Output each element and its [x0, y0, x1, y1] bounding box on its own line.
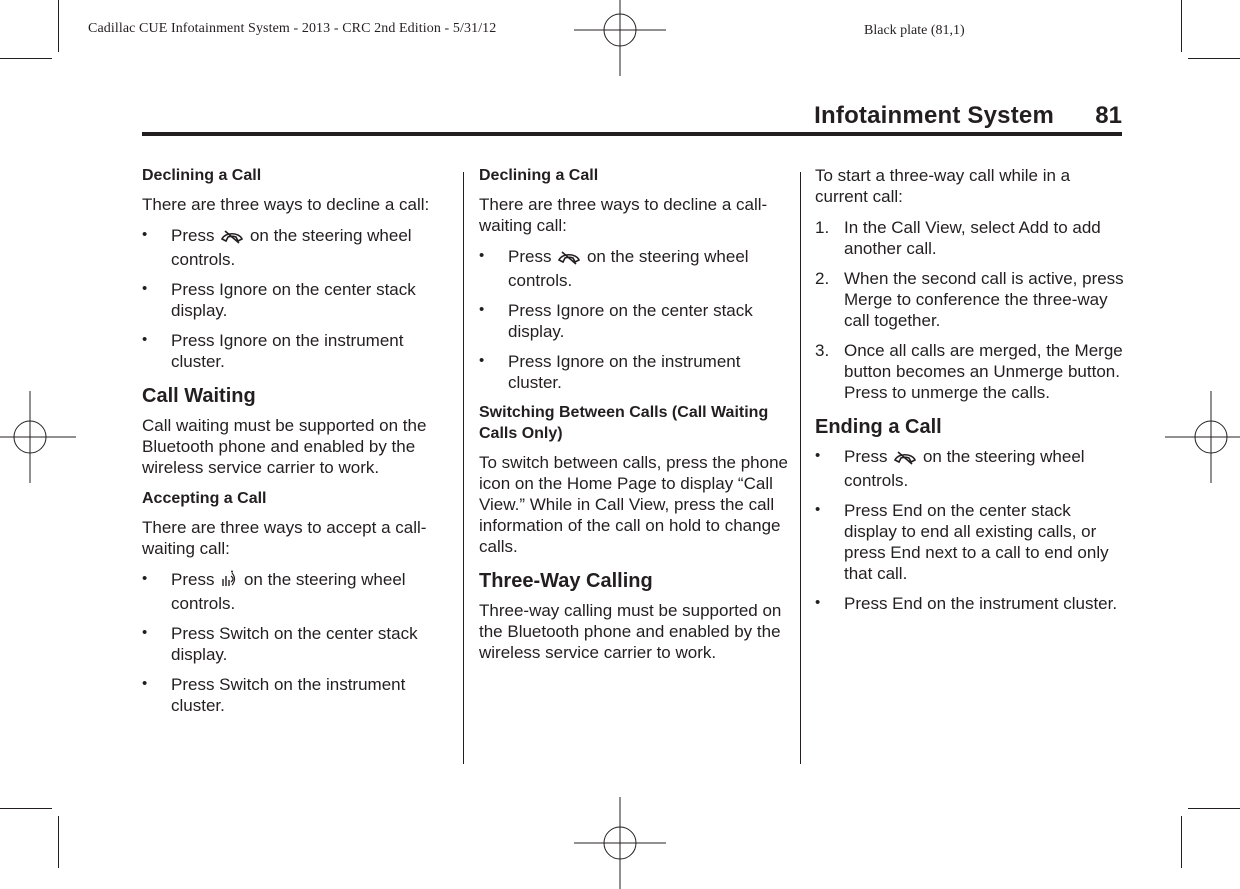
hang-up-phone-icon: [894, 449, 916, 470]
crop-mark: [0, 58, 52, 59]
declining-list: [142, 225, 452, 372]
crop-mark: [1181, 0, 1182, 52]
list-item: • Press on the steering wheel controls.: [479, 246, 789, 291]
list-item: • Press Ignore on the instrument cluster.: [142, 330, 452, 372]
switching-text: To switch between calls, press the phone icon on the Home Page to display “Call View.” While in Call View, press the call information of the call on hold to change calls.: [479, 453, 789, 556]
list-item: • Press on the steering wheel controls.: [815, 446, 1125, 491]
three-way-heading: Three-Way Calling: [479, 570, 653, 592]
ending-list: [815, 446, 1125, 614]
call-waiting-heading: Call Waiting: [142, 385, 256, 407]
list-item: • Press Ignore on the center stack display.: [142, 279, 452, 321]
list-item: • Press End on the instrument cluster.: [815, 593, 1125, 614]
page-number: 81: [1095, 102, 1122, 129]
hang-up-phone-icon: [558, 249, 580, 270]
steps-list: [815, 217, 1125, 403]
declining-heading: Declining a Call: [479, 167, 599, 184]
list-item: • Press End on the center stack display to end all existing calls, or press End next to a call to end only that call.: [815, 500, 1125, 584]
column-3: [815, 165, 1125, 623]
section-title: Infotainment System: [814, 102, 1054, 129]
plate-label: Black plate (81,1): [864, 23, 965, 38]
declining-heading: Declining a Call: [142, 167, 262, 184]
call-waiting-text: Call waiting must be supported on the Bluetooth phone and enabled by the wireless service carrier to work.: [142, 416, 427, 477]
crop-mark: [0, 808, 52, 809]
three-way-text: Three-way calling must be supported on the Bluetooth phone and enabled by the wireless service carrier to work.: [479, 601, 782, 662]
column-1: [142, 165, 452, 725]
list-item: • Press Switch on the instrument cluster.: [142, 674, 452, 716]
column-2: [479, 165, 789, 673]
list-item: 3. Once all calls are merged, the Merge button becomes an Unmerge button. Press to unmerge the calls.: [815, 341, 1123, 402]
page-header: [142, 102, 1122, 136]
registration-mark-left: [0, 391, 76, 483]
accepting-intro: There are three ways to accept a call-waiting call:: [142, 518, 427, 558]
crop-mark: [1188, 808, 1240, 809]
push-to-talk-icon: [221, 570, 237, 593]
accepting-list: [142, 569, 452, 716]
declining-list: [479, 246, 789, 393]
declining-intro: There are three ways to decline a call:: [142, 195, 430, 214]
column-divider: [800, 172, 801, 764]
list-item: • Press on the steering wheel controls.: [142, 225, 452, 270]
crop-mark: [58, 0, 59, 52]
crop-mark: [58, 816, 59, 868]
start-intro: To start a three-way call while in a current call:: [815, 166, 1071, 206]
print-metadata: Cadillac CUE Infotainment System - 2013 - CRC 2nd Edition - 5/31/12: [88, 21, 497, 36]
registration-mark-bottom: [574, 797, 666, 889]
list-item: 1. In the Call View, select Add to add another call.: [815, 218, 1101, 258]
crop-mark: [1181, 816, 1182, 868]
list-item: • Press on the steering wheel controls.: [142, 569, 452, 614]
switching-heading: Switching Between Calls (Call Waiting Calls Only): [479, 404, 769, 442]
hang-up-phone-icon: [221, 228, 243, 249]
list-item: • Press Ignore on the instrument cluster.: [479, 351, 789, 393]
list-item: • Press Ignore on the center stack display.: [479, 300, 789, 342]
accepting-heading: Accepting a Call: [142, 490, 267, 507]
list-item: • Press Switch on the center stack display.: [142, 623, 452, 665]
column-divider: [463, 172, 464, 764]
declining-intro: There are three ways to decline a call-waiting call:: [479, 195, 768, 235]
crop-mark: [1188, 58, 1240, 59]
registration-mark-right: [1165, 391, 1240, 483]
ending-heading: Ending a Call: [815, 416, 942, 438]
registration-mark-top: [574, 0, 666, 76]
list-item: 2. When the second call is active, press Merge to conference the three-way call together.: [815, 269, 1124, 330]
